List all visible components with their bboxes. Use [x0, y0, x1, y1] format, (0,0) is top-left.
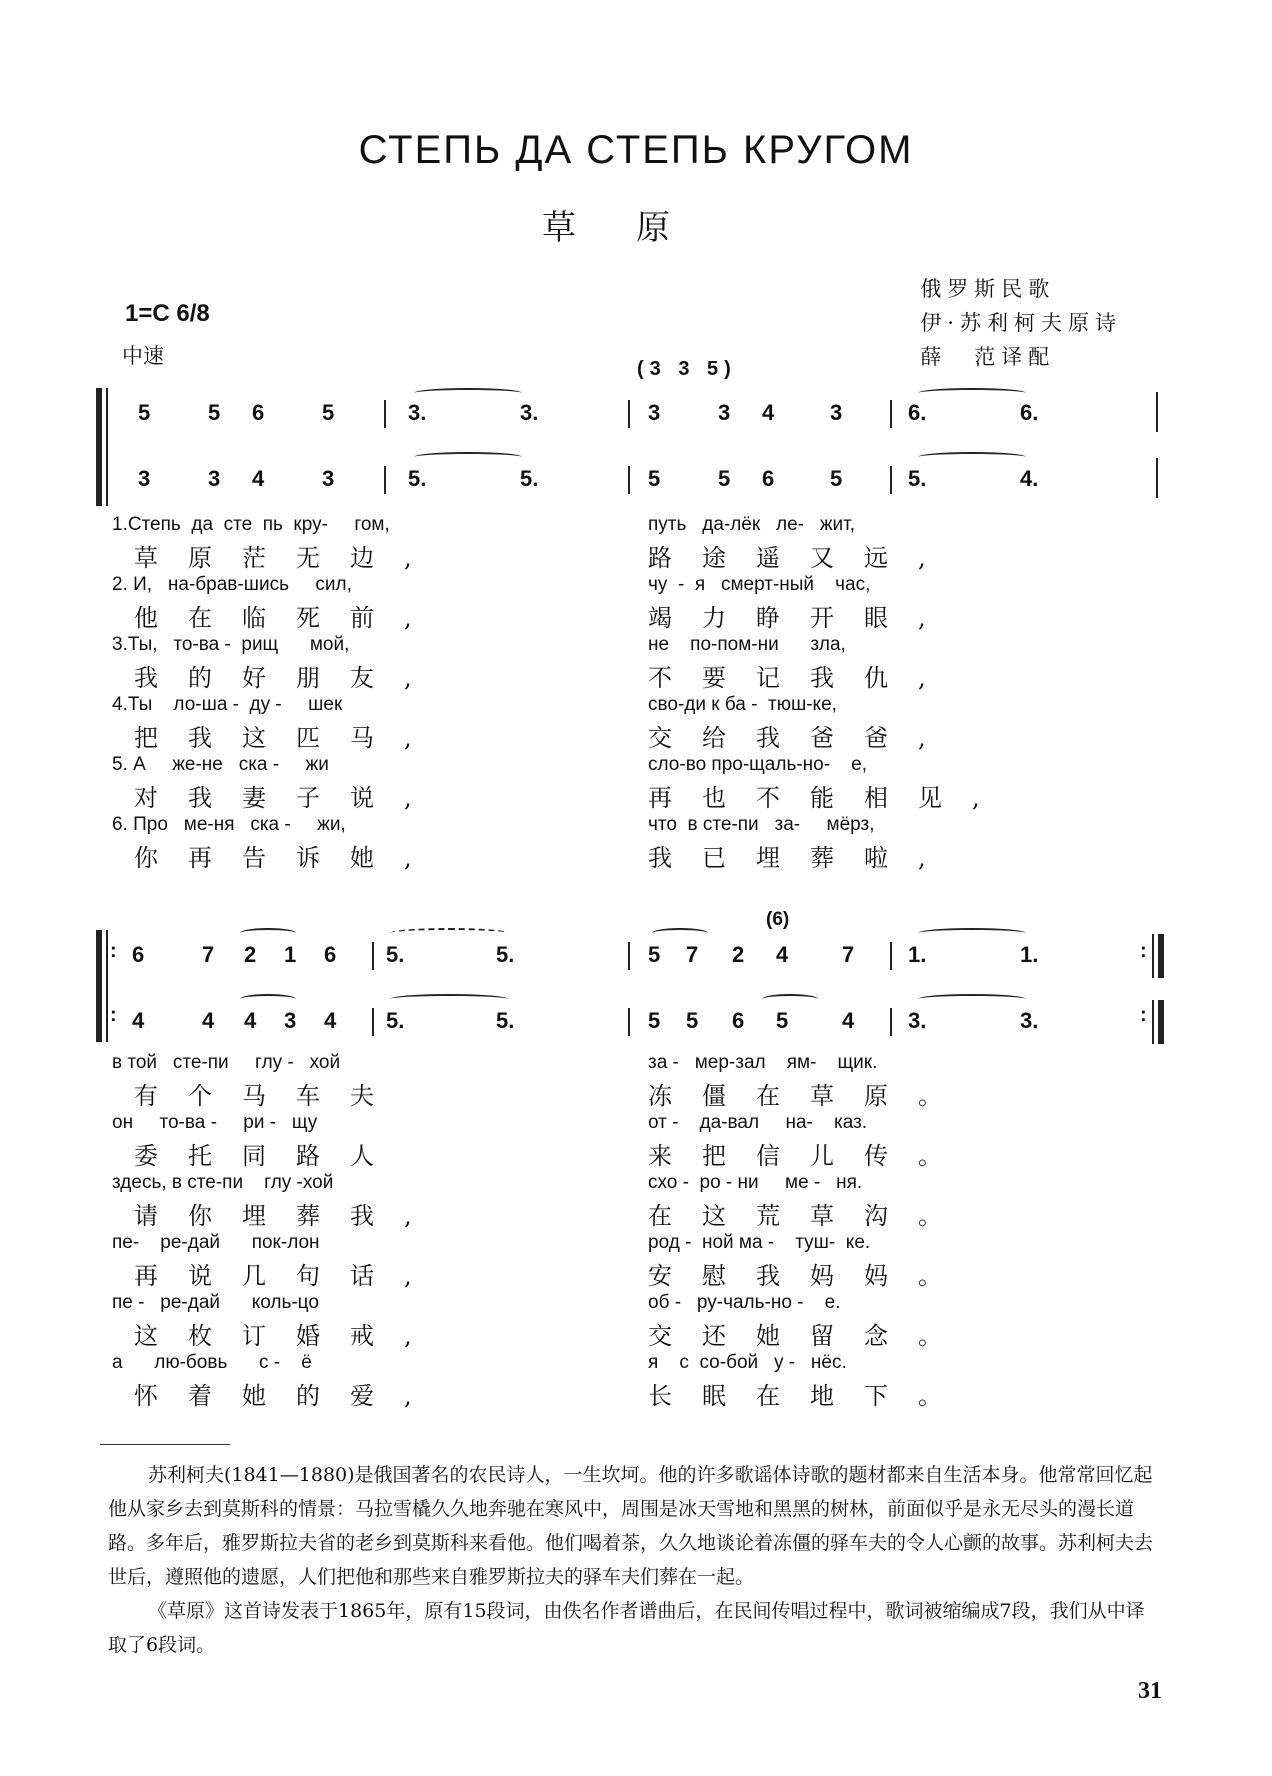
- note: 4.: [1020, 466, 1039, 491]
- note: 5: [322, 400, 335, 425]
- repeat-start: :: [110, 940, 117, 962]
- lyric-chinese: 对我妻子说,: [134, 784, 442, 812]
- lyric-russian: не по-пом-ни зла,: [648, 634, 846, 655]
- repeat-end: :: [1140, 940, 1147, 962]
- lyric-russian: в той сте-пи глу - хой: [112, 1052, 341, 1073]
- barline: [628, 942, 630, 970]
- lyric-russian: 2. И, на-брав-шись сил,: [112, 574, 352, 595]
- repeat-start: :: [110, 1004, 117, 1026]
- credit-origin: 俄罗斯民歌: [920, 277, 1056, 301]
- note: 3: [718, 400, 731, 425]
- lyric-russian: путь да-лёк ле- жит,: [648, 514, 856, 535]
- tie: [918, 994, 1026, 1004]
- note: 3: [284, 1008, 297, 1033]
- lyric-russian: что в сте-пи за- мёрз,: [648, 814, 875, 835]
- lyric-chinese: 不要记我仇,: [648, 664, 956, 692]
- note: 5: [138, 400, 151, 425]
- note: 6: [132, 942, 145, 967]
- barline: [372, 1008, 374, 1036]
- barline: [890, 1008, 892, 1036]
- barline: [1152, 1000, 1154, 1044]
- tie: [918, 928, 1026, 938]
- lyric-russian: от - да-вал на- каз.: [648, 1112, 868, 1133]
- note: 2: [732, 942, 745, 967]
- lyric-russian: 6. Про ме-ня ска - жи,: [112, 814, 346, 835]
- note: 6: [252, 400, 265, 425]
- lyric-chinese: 委托同路人: [134, 1142, 404, 1170]
- lyric-russian: 1.Степь да сте пь кру- гом,: [112, 514, 390, 535]
- note: 5: [648, 942, 661, 967]
- lyric-russian: 3.Ты, то-ва - рищ мой,: [112, 634, 350, 655]
- note: 5.: [908, 466, 927, 491]
- note: 4: [324, 1008, 337, 1033]
- lyric-chinese: 长眠在地下。: [648, 1382, 972, 1410]
- lyric-russian: а лю-бовь с - ё: [112, 1352, 312, 1373]
- note: 5.: [496, 942, 515, 967]
- note: 5.: [408, 466, 427, 491]
- note: 6.: [1020, 400, 1039, 425]
- note: 3: [138, 466, 151, 491]
- barline: [628, 1008, 630, 1036]
- note: 7: [202, 942, 215, 967]
- lyric-russian: пе - ре-дай коль-цо: [112, 1292, 319, 1313]
- brace: [96, 930, 102, 1042]
- note: 1.: [1020, 942, 1039, 967]
- note: 4: [244, 1008, 257, 1033]
- note: 5: [776, 1008, 789, 1033]
- lyric-russian: я с со-бой у - нёс.: [648, 1352, 847, 1373]
- note: 3.: [520, 400, 539, 425]
- note: 3: [648, 400, 661, 425]
- note: 7: [686, 942, 699, 967]
- note: 4: [776, 942, 789, 967]
- lyric-russian: здесь, в сте-пи глу -хой: [112, 1172, 334, 1193]
- note: 4: [842, 1008, 855, 1033]
- lyric-chinese: 竭力睁开眼,: [648, 604, 956, 632]
- note: 5.: [520, 466, 539, 491]
- lyric-chinese: 请你埋葬我,: [134, 1202, 442, 1230]
- note: 5.: [496, 1008, 515, 1033]
- lyric-chinese: 冻僵在草原。: [648, 1082, 972, 1110]
- note: 5: [648, 1008, 661, 1033]
- footnote-paragraph: 苏利柯夫(1841—1880)是俄国著名的农民诗人，一生坎坷。他的许多歌谣体诗歌的题材都来自生活本身。他常常回忆起他从家乡去到莫斯科的情景：马拉雪橇久久地奔驰在寒风中，周围是冰天雪地和黑黑的树林，前面似乎是永无尽头的漫长道路。多年后，雅罗斯拉夫省的老乡到莫斯科来看他。他们喝着茶，久久地谈论着冻僵的驿车夫的令人心颤的故事。苏利柯夫去世后，遵照他的遗愿，人们把他和那些来自雅罗斯拉夫的驿车夫们葬在一起。: [108, 1464, 1154, 1588]
- lyric-chinese: 我的好朋友,: [134, 664, 442, 692]
- barline: [890, 942, 892, 970]
- note: 3: [830, 400, 843, 425]
- lyric-chinese: 我已埋葬啦,: [648, 844, 956, 872]
- tie: [390, 994, 508, 1004]
- tie: [652, 928, 708, 938]
- note: 6: [324, 942, 337, 967]
- credit-poet: 伊·苏利柯夫原诗: [920, 311, 1122, 335]
- note: 5: [686, 1008, 699, 1033]
- note: 4: [252, 466, 265, 491]
- brace: [106, 930, 108, 1042]
- lyric-russian: пе- ре-дай пок-лон: [112, 1232, 320, 1253]
- lyric-chinese: 这枚订婚戒,: [134, 1322, 442, 1350]
- lyric-chinese: 你再告诉她,: [134, 844, 442, 872]
- song-title: СТЕПЬ ДА СТЕПЬ КРУГОМ: [358, 128, 914, 172]
- lyric-chinese: 再说几句话,: [134, 1262, 442, 1290]
- note: 6: [732, 1008, 745, 1033]
- tie: [240, 928, 296, 938]
- lyric-russian: 5. А же-не ска - жи: [112, 754, 329, 775]
- key-signature: 1=C 6/8: [125, 300, 210, 327]
- credit-translator: 薛 范译配: [920, 345, 1056, 369]
- lyric-russian: 4.Ты ло-ша - ду - шек: [112, 694, 343, 715]
- note: 4: [202, 1008, 215, 1033]
- lyric-russian: об - ру-чаль-но - е.: [648, 1292, 841, 1313]
- lyric-chinese: 他在临死前,: [134, 604, 442, 632]
- lyric-russian: за - мер-зал ям- щик.: [648, 1052, 878, 1073]
- footnote-paragraph: 《草原》这首诗发表于1865年，原有15段词，由佚名作者谱曲后，在民间传唱过程中，歌词被缩编成7段，我们从中译取了6段词。: [108, 1600, 1145, 1656]
- note: 5: [830, 466, 843, 491]
- note: 6.: [908, 400, 927, 425]
- note: 3.: [908, 1008, 927, 1033]
- song-subtitle: 草原: [542, 208, 730, 248]
- note: 5: [718, 466, 731, 491]
- note: 3: [322, 466, 335, 491]
- lyric-chinese: 在这荒草沟。: [648, 1202, 972, 1230]
- lyric-russian: сво-ди к ба - тюш-ке,: [648, 694, 837, 715]
- tie: [240, 994, 296, 1004]
- barline: [372, 942, 374, 970]
- footnote-rule: [100, 1444, 230, 1445]
- lyric-chinese: 怀着她的爱,: [134, 1382, 442, 1410]
- lyric-chinese: 来把信儿传。: [648, 1142, 972, 1170]
- note: 4: [762, 400, 775, 425]
- barline: [1158, 934, 1164, 978]
- barline: [1158, 1000, 1164, 1044]
- lyric-russian: он то-ва - ри - щу: [112, 1112, 318, 1133]
- lyric-russian: схо - ро - ни ме - ня.: [648, 1172, 863, 1193]
- prelude-1: (3 3 5): [637, 358, 737, 380]
- note: 3.: [1020, 1008, 1039, 1033]
- footnote: [108, 1458, 1158, 1662]
- lyric-chinese: 再也不能相见,: [648, 784, 1010, 812]
- note: 1.: [908, 942, 927, 967]
- lyric-chinese: 交给我爸爸,: [648, 724, 956, 752]
- note: 2: [244, 942, 257, 967]
- lyric-chinese: 草原茫无边,: [134, 544, 442, 572]
- note: 3.: [408, 400, 427, 425]
- lyric-chinese: 有个马车夫: [134, 1082, 404, 1110]
- lyric-russian: сло-во про-щаль-но- е,: [648, 754, 868, 775]
- page-number: 31: [1138, 1678, 1162, 1704]
- note: 4: [132, 1008, 145, 1033]
- tempo-marking: 中速: [122, 344, 164, 368]
- lyric-chinese: 安慰我妈妈。: [648, 1262, 972, 1290]
- note: 1: [284, 942, 297, 967]
- lyric-russian: чу - я смерт-ный час,: [648, 574, 871, 595]
- note: 5: [648, 466, 661, 491]
- tie: [762, 994, 818, 1004]
- lyric-chinese: 路途遥又远,: [648, 544, 956, 572]
- barline: [1152, 934, 1154, 978]
- note: 5.: [386, 1008, 405, 1033]
- repeat-end: :: [1140, 1004, 1147, 1026]
- lyric-chinese: 把我这匹马,: [134, 724, 442, 752]
- prelude-2: (6): [766, 909, 790, 930]
- note: 7: [842, 942, 855, 967]
- note: 5.: [386, 942, 405, 967]
- lyric-russian: род - ной ма - туш- ке.: [648, 1232, 871, 1253]
- note: 3: [208, 466, 221, 491]
- tie: [390, 928, 508, 938]
- lyric-chinese: 交还她留念。: [648, 1322, 972, 1350]
- note: 6: [762, 466, 775, 491]
- note: 5: [208, 400, 221, 425]
